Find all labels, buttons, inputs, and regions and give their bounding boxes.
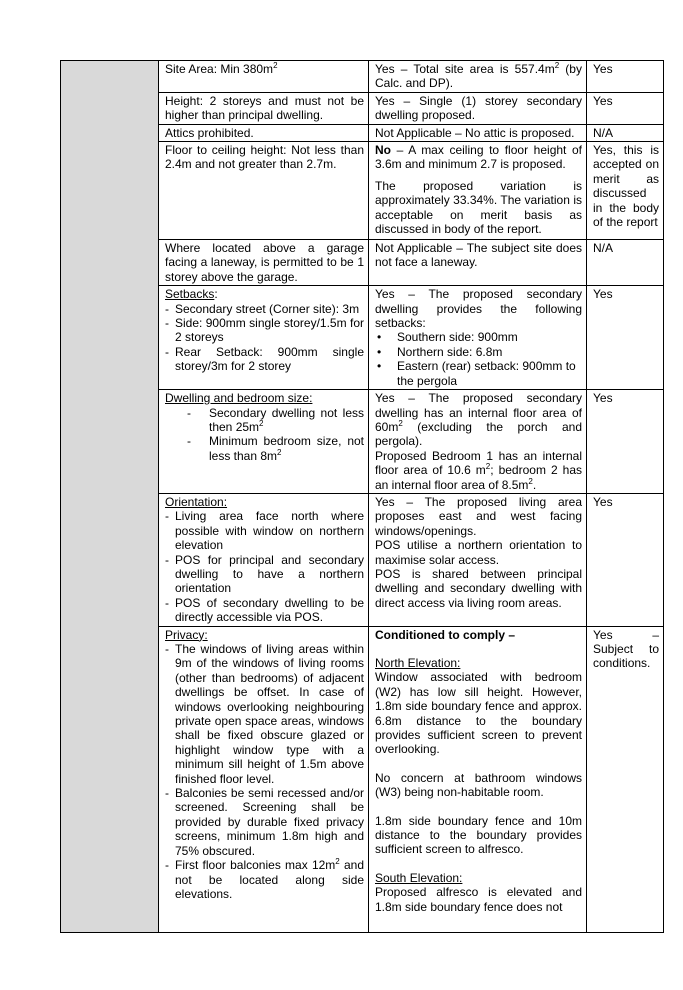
requirement-cell: Dwelling and bedroom size: - Secondary dwelling not less then $25m^2$ - Minimum bedroom size, not less than $8m^2$ [159,390,369,494]
list-item: - Balconies be semi recessed and/or screened. Screening shall be provided by durable fixed privacy screens, minimum 1.8m high and 75% obscured. [165,786,364,858]
response-cell: Yes – Single (1) storey secondary dwelling proposed. [369,92,587,124]
list-item: - Rear Setback: 900mm single storey/3m for 2 storey [165,345,364,374]
list-item: • Northern side: 6.8m [375,345,582,359]
requirement-cell: Site Area: Min $380m^2$ [159,61,369,93]
requirement-cell: Orientation: - Living area face north where possible with window on northern elevation - POS for principal and secondary dwelling to have a northern orientation - POS of secondary dwelling to be directly accessible via POS. [159,493,369,626]
orientation-list [165,509,364,624]
compliance-cell: N/A [587,240,664,286]
requirement-cell: Setbacks: - Secondary street (Corner site): 3m - Side: 900mm single storey/1.5m for 2 storeys - Rear Setback: 900mm single storey/3m for 2 storey [159,286,369,390]
response-cell: Yes – Total site area is $557.4m^2$ (by Calc. and DP). [369,61,587,93]
compliance-table [60,60,664,933]
list-item: - POS of secondary dwelling to be directly accessible via POS. [165,596,364,625]
list-item: • Eastern (rear) setback: 900mm to the pergola [375,359,582,388]
list-item: - Minimum bedroom size, not less than $8m^2$ [165,434,364,463]
privacy-list [165,642,364,901]
response-cell: No – A max ceiling to floor height of 3.6m and minimum 2.7 is proposed. The proposed variation is approximately 33.34%. The variation is acceptable on merit basis as discussed in body of the report. [369,142,587,240]
list-item: - Side: 900mm single storey/1.5m for 2 storeys [165,316,364,345]
response-cell: Yes – The proposed secondary dwelling provides the following setbacks: • Southern side: 900mm • Northern side: 6.8m • Eastern (rear) setback: 900mm to the pergola [369,286,587,390]
response-cell: Yes – The proposed living area proposes east and west facing windows/openings. POS utilise a northern orientation to maximise solar access. POS is shared between principal dwelling and secondary dwelling with direct access via living room areas. [369,493,587,626]
compliance-cell: Yes [587,493,664,626]
requirement-cell: Privacy: - The windows of living areas within 9m of the windows of living rooms (other than bedrooms) of adjacent dwellings be offset. In case of windows overlooking neighbouring private open space areas, windows shall be fixed obscure glazed or highlight window type with a minimum sill height of 1.5m above finished floor level. - Balconies be semi recessed and/or screened. Screening shall be provided by durable fixed privacy screens, minimum 1.8m high and 75% obscured. - First floor balconies $\max 12m^2$ and not be located along side elevations. [159,626,369,932]
compliance-cell: Yes [587,61,664,93]
requirement-cell: Attics prohibited. [159,124,369,141]
compliance-cell: N/A [587,124,664,141]
compliance-cell: Yes – Subject to conditions. [587,626,664,932]
response-cell: Yes – The proposed secondary dwelling has an internal floor area of $60m^2$ (excluding the porch and pergola). Proposed Bedroom 1 has an internal floor area of 10.6 $m^2$; bedroom 2 has an internal floor area of $8.5m^2$. [369,390,587,494]
requirement-cell: Height: 2 storeys and must not be higher than principal dwelling. [159,92,369,124]
size-list [165,406,364,464]
setback-list [165,302,364,374]
list-item: - Secondary dwelling not less then $25m^2$ [165,406,364,435]
response-cell: Conditioned to comply – North Elevation: Window associated with bedroom (W2) has low sill height. However, 1.8m side boundary fence and approx. 6.8m distance to the boundary provides sufficient screen to prevent overlooking. No concern at bathroom windows (W3) being non-habitable room. 1.8m side boundary fence and 10m distance to the boundary provides sufficient screen to alfresco. South Elevation: Proposed alfresco is elevated and 1.8m side boundary fence does not [369,626,587,932]
list-item: - First floor balconies $\max 12m^2$ and not be located along side elevations. [165,858,364,901]
table-row [61,61,664,93]
response-cell: Not Applicable – No attic is proposed. [369,124,587,141]
requirement-cell: Floor to ceiling height: Not less than 2.4m and not greater than 2.7m. [159,142,369,240]
list-item: • Southern side: 900mm [375,330,582,344]
compliance-cell: Yes [587,92,664,124]
list-item: - Secondary street (Corner site): 3m [165,302,364,316]
list-item: - Living area face north where possible with window on northern elevation [165,509,364,552]
shaded-label-cell [61,61,159,933]
requirement-cell: Where located above a garage facing a laneway, is permitted to be 1 storey above the garage. [159,240,369,286]
compliance-cell: Yes, this is accepted on merit as discussed in the body of the report [587,142,664,240]
response-cell: Not Applicable – The subject site does not face a laneway. [369,240,587,286]
list-item: - The windows of living areas within 9m of the windows of living rooms (other than bedrooms) of adjacent dwellings be offset. In case of windows overlooking neighbouring private open space areas, windows shall be fixed obscure glazed or highlight window type with a minimum sill height of 1.5m above finished floor level. [165,642,364,786]
compliance-cell: Yes [587,390,664,494]
list-item: - POS for principal and secondary dwelling to have a northern orientation [165,553,364,596]
compliance-cell: Yes [587,286,664,390]
setback-bullets [375,330,582,388]
